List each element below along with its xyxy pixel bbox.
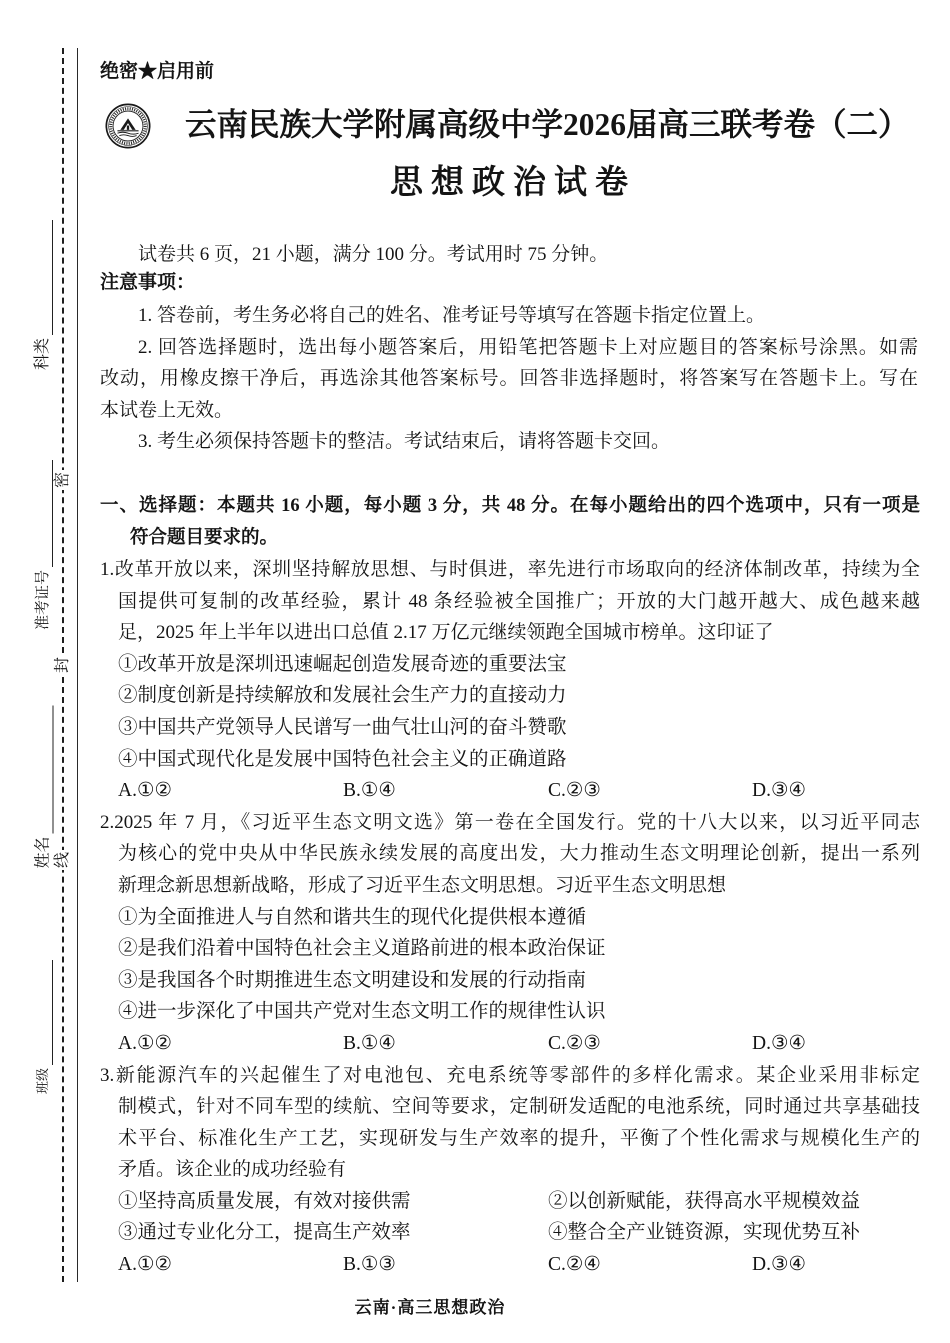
question-stem-line: 矛盾。该企业的成功经验有: [118, 1159, 347, 1181]
question-stem-line: 足，2025 年上半年以进出口总值 2.17 万亿元继续领跑全国城市榜单。这印证了: [118, 622, 774, 644]
question-statement: ④进一步深化了中国共产党对生态文明工作的规律性认识: [118, 1001, 606, 1023]
school-seal-icon: [105, 103, 151, 149]
field-label: 姓名: [34, 835, 51, 868]
question-stem-line: 2.2025 年 7 月，《习近平生态文明文选》第一卷在全国发行。党的十八大以来，以习近平同志: [100, 811, 920, 833]
section-heading-line: 一、选择题：本题共 16 小题，每小题 3 分，共 48 分。在每小题给出的四个选项中，只有一项是: [100, 496, 920, 516]
question-stem-line: 为核心的党中央从中华民族永续发展的高度出发，大力推动生态文明理论创新，提出一系列: [118, 843, 920, 865]
field-label: 科类: [34, 337, 51, 370]
exam-title: 云南民族大学附属高级中学2026届高三联考卷（二）: [185, 107, 910, 142]
exam-info: 试卷共 6 页，21 小题，满分 100 分。考试用时 75 分钟。: [138, 244, 609, 265]
answer-choices: [118, 1028, 920, 1060]
seal-mark: 密: [54, 472, 71, 489]
statement-row: [118, 1217, 920, 1249]
question-statement: ②以创新赋能，获得高水平规模效益: [548, 1190, 861, 1212]
field-label: 准考证号: [35, 569, 51, 630]
question-statement: ①为全面推进人与自然和谐共生的现代化提供根本遵循: [118, 906, 587, 928]
answer-choices: [118, 775, 920, 807]
choice-c: C.②③: [548, 780, 601, 802]
choice-d: D.③④: [752, 780, 806, 802]
notice-heading: 注意事项：: [100, 272, 196, 293]
choice-b: B.①③: [343, 1254, 396, 1276]
choice-a: A.①②: [118, 1254, 172, 1276]
question-statement: ③是我国各个时期推进生态文明建设和发展的行动指南: [118, 969, 587, 991]
question-statement: ①坚持高质量发展，有效对接供需: [118, 1190, 411, 1212]
question-stem-line: 国提供可复制的改革经验，累计 48 条经验被全国推广；开放的大门越开越大、成色越来越: [118, 590, 920, 612]
choice-a: A.①②: [118, 1032, 172, 1054]
notice-item-3: 3. 考生必须保持答题卡的整洁。考试结束后，请将答题卡交回。: [138, 431, 671, 452]
choice-b: B.①④: [343, 780, 396, 802]
choice-d: D.③④: [752, 1032, 806, 1054]
statement-row: [118, 1186, 920, 1218]
question-statement: ④中国式现代化是发展中国特色社会主义的正确道路: [118, 748, 567, 770]
seal-mark: 封: [54, 657, 71, 674]
question-1: [0, 554, 950, 807]
choice-d: D.③④: [752, 1254, 806, 1276]
question-3: [0, 1060, 950, 1281]
field-label: 班级: [35, 1067, 50, 1094]
question-statement: ②制度创新是持续解放和发展社会生产力的直接动力: [118, 685, 567, 707]
question-stem-line: 3.新能源汽车的兴起催生了对电池包、充电系统等零部件的多样化需求。某企业采用非标定: [100, 1064, 920, 1086]
choice-b: B.①④: [343, 1032, 396, 1054]
question-2: [0, 807, 950, 1060]
question-statement: ③通过专业化分工，提高生产效率: [118, 1222, 411, 1244]
notice-item-2-line: 本试卷上无效。: [100, 399, 234, 421]
notice-item-1: 1. 答卷前，考生务必将自己的姓名、准考证号等填写在答题卡指定位置上。: [138, 305, 766, 326]
section-heading: [0, 491, 950, 554]
question-statement: ②是我们沿着中国特色社会主义道路前进的根本政治保证: [118, 938, 606, 960]
answer-choices: [118, 1249, 920, 1281]
choice-c: C.②④: [548, 1254, 601, 1276]
choice-c: C.②③: [548, 1032, 601, 1054]
question-statement: ④整合全产业链资源，实现优势互补: [548, 1222, 861, 1244]
page-footer: 云南·高三思想政治: [354, 1298, 506, 1317]
question-stem-line: 1.改革开放以来，深圳坚持解放思想、与时俱进，率先进行市场取向的经济体制改革，持续为全: [100, 559, 920, 580]
question-stem-line: 制模式，针对不同车型的续航、空间等要求，定制研发适配的电池系统，同时通过共享基础技: [118, 1096, 920, 1118]
exam-subtitle: 思想政治试卷: [390, 165, 636, 201]
question-stem-line: 术平台、标准化生产工艺，实现研发与生产效率的提升，平衡了个性化需求与规模化生产的: [118, 1127, 920, 1149]
question-statement: ①改革开放是深圳迅速崛起创造发展奇迹的重要法宝: [118, 653, 567, 675]
notice-item-2-line: 2. 回答选择题时，选出每小题答案后，用铅笔把答题卡上对应题目的答案标号涂黑。如需: [138, 336, 918, 358]
section-heading-line: 符合题目要求的。: [130, 527, 279, 548]
seal-mark: 线: [54, 852, 71, 869]
confidentiality-label: 绝密★启用前: [100, 61, 215, 82]
question-stem-line: 新理念新思想新战略，形成了习近平生态文明思想。习近平生态文明思想: [118, 874, 727, 896]
choice-a: A.①②: [118, 780, 172, 802]
notice-list: [0, 300, 950, 458]
notice-item-2-line: 改动，用橡皮擦干净后，再选涂其他答案标号。回答非选择题时，将答案写在答题卡上。写在: [100, 368, 918, 389]
question-list: [0, 554, 950, 1281]
question-statement: ③中国共产党领导人民谱写一曲气壮山河的奋斗赞歌: [118, 716, 567, 738]
